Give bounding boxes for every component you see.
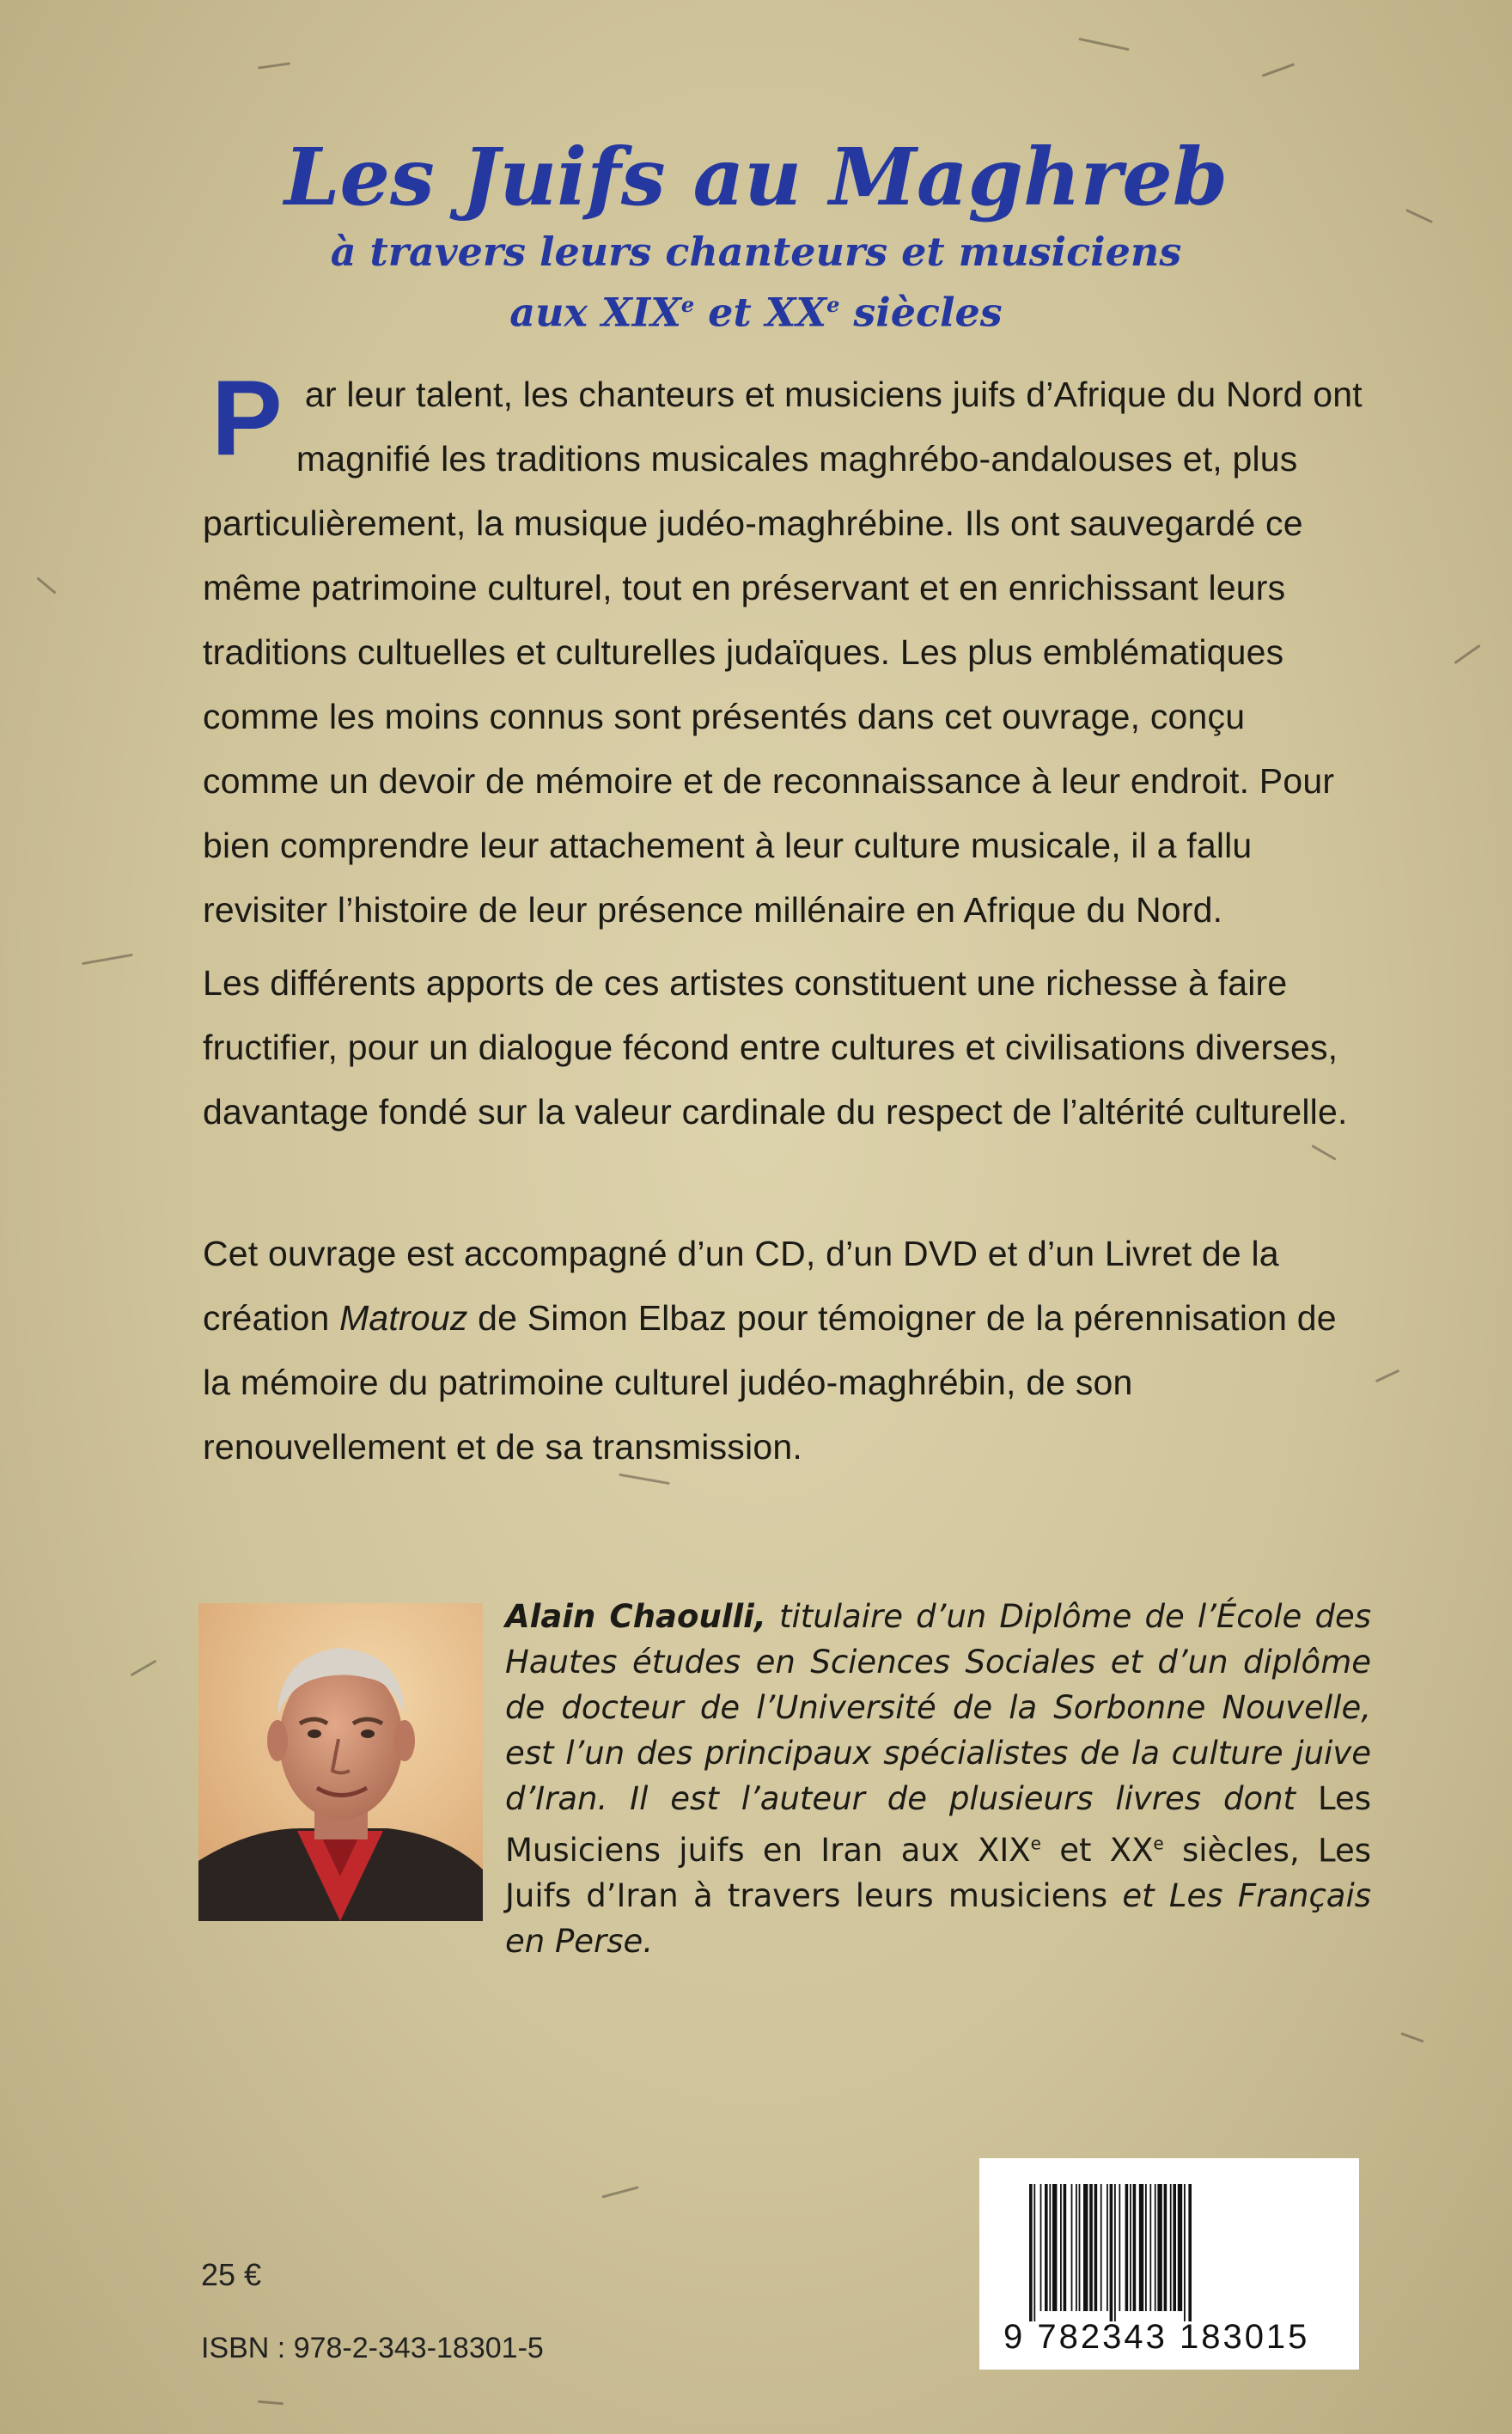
blurb-paragraph-2: Les différents apports de ces artistes constituent une richesse à faire fructifier, pour un dialogue fécond entre cultures et civilisations diverses, davantage fondé sur la valeur cardinale du respect de l’altérité culturelle. [203,963,1348,1132]
barcode-bar [1178,2184,1182,2311]
paper-speck [1454,644,1480,664]
barcode-bar [1045,2184,1048,2311]
barcode-bar [1164,2184,1168,2311]
paper-speck [1078,38,1129,51]
paper-speck [258,2400,284,2406]
barcode-bar [1133,2184,1137,2311]
barcode-bar [1188,2184,1192,2321]
barcode-bar [1040,2184,1042,2311]
paper-speck [1375,1370,1399,1382]
barcode-bar [1079,2184,1081,2311]
barcode-bar [1033,2184,1035,2321]
paper-speck [601,2186,638,2198]
book-title: Les Juifs au Maghreb [284,131,1228,223]
author-name: Alain Chaoulli, [505,1598,766,1635]
barcode-bar [1173,2184,1176,2311]
barcode-bar [1049,2184,1051,2311]
barcode-bar [1089,2184,1093,2311]
barcode-bar [1100,2184,1102,2311]
barcode [979,2158,1359,2370]
drop-cap: P [211,359,283,478]
blurb-paragraph-3: Cet ouvrage est accompagné d’un CD, d’un DVD et d’un Livret de la création Matrouz de Simon Elbaz pour témoigner de la pérennisation de la mémoire du patrimoine culturel judéo-maghrébin, de son renouvellement et de sa transmission. [203,1234,1337,1467]
author-bio: Alain Chaoulli, titulaire d’un Diplôme de l’École des Hautes études en Sciences Sociales et d’un diplôme de docteur de l’Université de la Sorbonne Nouvelle, est l’un des principaux spécialistes de la culture juive d’Iran. Il est l’auteur de plusieurs livres dont Les Musiciens juifs en Iran aux XIXe et XXe siècles, Les Juifs d’Iran à travers leurs musiciens et Les Français en Perse. [505,1598,1372,1961]
author-photo [198,1603,483,1921]
book-subtitle-centuries: aux XIXe et XXe siècles [509,289,1003,336]
barcode-bar [1149,2184,1151,2311]
book-title-block [155,129,1357,339]
paper-speck [1400,2032,1424,2042]
barcode-bar [1125,2184,1129,2311]
paper-speck [82,954,133,965]
blurb-paragraph-1: Par leur talent, les chanteurs et musiciens juifs d’Afrique du Nord ont magnifié les traditions musicales maghrébo-andalouses et, plus particulièrement, la musique judéo-maghrébine. Ils ont sauvegardé ce même patrimoine culturel, tout en préservant et en enrichissant leurs traditions cultuelles et culturelles judaïques. Les plus emblématiques comme les moins connus sont présentés dans cet ouvrage, conçu comme un devoir de mémoire et de reconnaissance à leur endroit. Pour bien comprendre leur attachement à leur culture musicale, il a fallu revisiter l’histoire de leur présence millénaire en Afrique du Nord. [203,359,1363,930]
price: 25 € [201,2257,262,2292]
barcode-bar [1119,2184,1120,2311]
barcode-bar [1094,2184,1098,2311]
barcode-bar [1184,2184,1186,2321]
paper-speck [36,576,56,594]
barcode-bar [1130,2184,1131,2311]
barcode-bar [1139,2184,1143,2311]
barcode-bar [1157,2184,1161,2311]
paper-speck [1405,209,1433,223]
paper-speck [258,62,290,69]
work-title: Matrouz [339,1298,468,1338]
isbn: ISBN : 978-2-343-18301-5 [201,2332,544,2364]
book-title-3: Les Français en Perse [505,1877,1372,1961]
barcode-icon [1029,2184,1304,2321]
barcode-digits: 9 782343 183015 [1003,2318,1310,2356]
barcode-bar [1029,2184,1033,2321]
barcode-bar [1071,2184,1073,2311]
barcode-bar [1107,2184,1108,2311]
barcode-bar [1060,2184,1062,2311]
author-portrait-icon [198,1603,483,1921]
barcode-bar [1170,2184,1172,2311]
paper-speck [1311,1144,1336,1161]
barcode-bar [1114,2184,1116,2321]
book-subtitle: à travers leurs chanteurs et musiciens [330,229,1182,275]
barcode-bar [1052,2184,1057,2311]
barcode-bar [1145,2184,1147,2311]
book-title-1: Les Musiciens juifs en Iran aux XIXe et XXe siècles [505,1780,1371,1870]
barcode-bar [1076,2184,1077,2311]
paper-speck [131,1660,157,1677]
barcode-bar [1110,2184,1113,2321]
barcode-bar [1155,2184,1156,2311]
barcode-bar [1064,2184,1067,2311]
book-title-2: Les Juifs d’Iran à travers leurs musiciens [505,1832,1371,1915]
barcode-bar [1083,2184,1088,2311]
paper-speck [1262,63,1296,76]
